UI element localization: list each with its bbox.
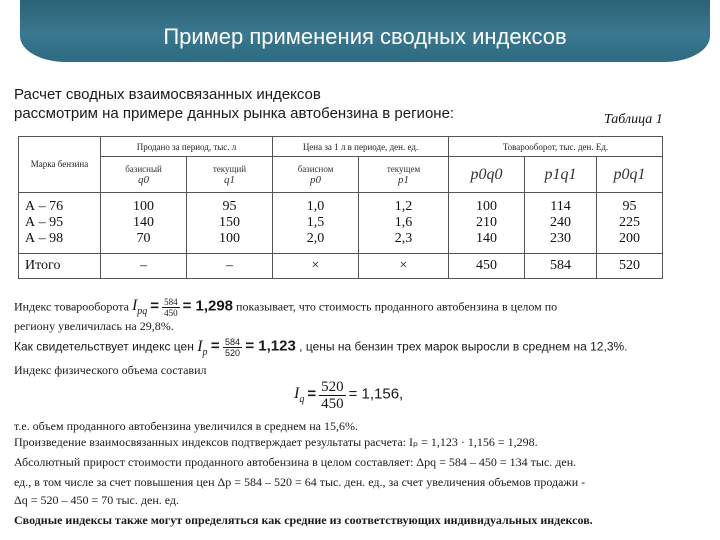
- total-p0q1: 520: [597, 254, 663, 279]
- conclusion-line: Сводные индексы также могут определяться как средние из соответствующих индивидуальных индексов.: [14, 513, 593, 527]
- p0q1-header: p0q1: [597, 157, 663, 193]
- total-q1: –: [187, 254, 273, 279]
- price-index-result: = 1,123: [245, 337, 296, 355]
- table-subheader-row: [19, 157, 663, 193]
- sold-header: Продано за период, тыс. л: [101, 137, 273, 157]
- sold-base-label: базисный: [125, 163, 162, 174]
- price-index-symbol: [197, 337, 208, 358]
- volume-index-symbol: [294, 385, 305, 406]
- equals-sign: =: [307, 385, 317, 403]
- slide-title: Пример применения сводных индексов: [163, 24, 567, 49]
- p0q0-cell: 100 210 140: [449, 193, 525, 254]
- turnover-index-explanation: показывает, что стоимость проданного автобензина в целом по: [236, 299, 558, 314]
- intro-line-1: Расчет сводных взаимосвязанных индексов: [14, 86, 321, 103]
- equals-sign: =: [150, 297, 160, 315]
- q0-cell: 100 140 70: [101, 193, 187, 254]
- fraction-denominator: 520: [224, 348, 240, 358]
- total-p1q1: 584: [525, 254, 597, 279]
- intro-line-2: рассмотрим на примере данных рынка автобензина в регионе:: [14, 105, 455, 122]
- total-label: Итого: [19, 254, 101, 279]
- fraction-denominator: 450: [321, 396, 344, 412]
- price-current-label: текущем: [386, 163, 421, 174]
- turnover-growth-line: региону увеличилась на 29,8%.: [14, 319, 174, 333]
- volume-effect-line: Δq = 520 – 450 = 70 тыс. ден. ед.: [14, 493, 180, 507]
- data-table: [18, 136, 663, 279]
- total-p0: ×: [273, 254, 359, 279]
- price-current-header: [359, 157, 449, 193]
- p0-cell: 1,0 1,5 2,0: [273, 193, 359, 254]
- price-index-fraction: [223, 337, 242, 358]
- turnover-index-line: [14, 297, 557, 318]
- volume-index-fraction: [319, 379, 346, 412]
- price-index-sub: p: [202, 346, 208, 358]
- sold-base-header: [101, 157, 187, 193]
- sold-current-header: [187, 157, 273, 193]
- absolute-growth-line: Абсолютный прирост стоимости проданного автобензина в целом составляет: Δpq = 584 – 450 = 134 тыс. ден.: [14, 455, 577, 469]
- table-row: [19, 193, 663, 254]
- title-banner: [20, 0, 710, 62]
- price-index-label: Как свидетельствует индекс цен: [14, 339, 194, 354]
- price-index-line: [14, 337, 628, 358]
- table-total-row: [19, 254, 663, 279]
- fraction-numerator: 584: [224, 337, 240, 347]
- p0q0-header: p0q0: [449, 157, 525, 193]
- total-p0q0: 450: [449, 254, 525, 279]
- price-index-I: I: [197, 337, 203, 355]
- total-p1: ×: [359, 254, 449, 279]
- table-header-row: [19, 137, 663, 157]
- fraction-numerator: 584: [164, 297, 178, 307]
- fraction-denominator: 450: [164, 308, 178, 318]
- price-effect-line: ед., в том числе за счет повышения цен Δp = 584 – 520 = 64 тыс. ден. ед., за счет увеличения объемов продажи -: [14, 475, 586, 489]
- price-header: Цена за 1 л в периоде, ден. ед.: [273, 137, 449, 157]
- fraction-numerator: 520: [321, 379, 344, 395]
- volume-index-formula: [294, 379, 403, 412]
- volume-growth-line: т.е. объем проданного автобензина увеличился в среднем на 15,6%.: [14, 419, 358, 433]
- product-check-line: Произведение взаимосвязанных индексов подтверждает результаты расчета: Iₚ = 1,123 · 1,156 = 1,298.: [14, 435, 538, 449]
- turnover-index-result: = 1,298: [182, 297, 234, 315]
- price-base-header: [273, 157, 359, 193]
- price-base-label: базисном: [297, 163, 334, 174]
- price-base-symbol: p0: [310, 173, 321, 186]
- p1q1-header: p1q1: [525, 157, 597, 193]
- brand-cell: А – 76 А – 95 А – 98: [19, 193, 101, 254]
- brand-header: Марка бензина: [19, 137, 101, 193]
- p1-cell: 1,2 1,6 2,3: [359, 193, 449, 254]
- turnover-header: Товарооборот, тыс. ден. Ед.: [449, 137, 663, 157]
- intro-text: [14, 85, 454, 123]
- turnover-index-I: I: [131, 297, 138, 315]
- sold-current-symbol: q1: [224, 173, 235, 186]
- volume-index-intro: Индекс физического объема составил: [14, 363, 207, 377]
- turnover-index-symbol: [131, 297, 148, 318]
- equals-sign: =: [210, 337, 220, 355]
- p0q1-cell: 95 225 200: [597, 193, 663, 254]
- sold-current-label: текущий: [212, 163, 247, 174]
- turnover-index-label: Индекс товарооборота: [14, 299, 129, 314]
- turnover-index-fraction: [162, 297, 180, 318]
- q1-cell: 95 150 100: [187, 193, 273, 254]
- volume-index-result: = 1,156,: [348, 385, 404, 403]
- table-caption: Таблица 1: [604, 112, 663, 127]
- p1q1-cell: 114 240 230: [525, 193, 597, 254]
- total-q0: –: [101, 254, 187, 279]
- price-index-explanation: , цены на бензин трех марок выросли в среднем на 12,3%.: [299, 339, 628, 354]
- volume-index-sub: q: [299, 394, 305, 406]
- volume-index-I: I: [294, 385, 300, 403]
- price-current-symbol: p1: [398, 173, 409, 186]
- turnover-index-sub: pq: [137, 306, 148, 318]
- sold-base-symbol: q0: [138, 173, 149, 186]
